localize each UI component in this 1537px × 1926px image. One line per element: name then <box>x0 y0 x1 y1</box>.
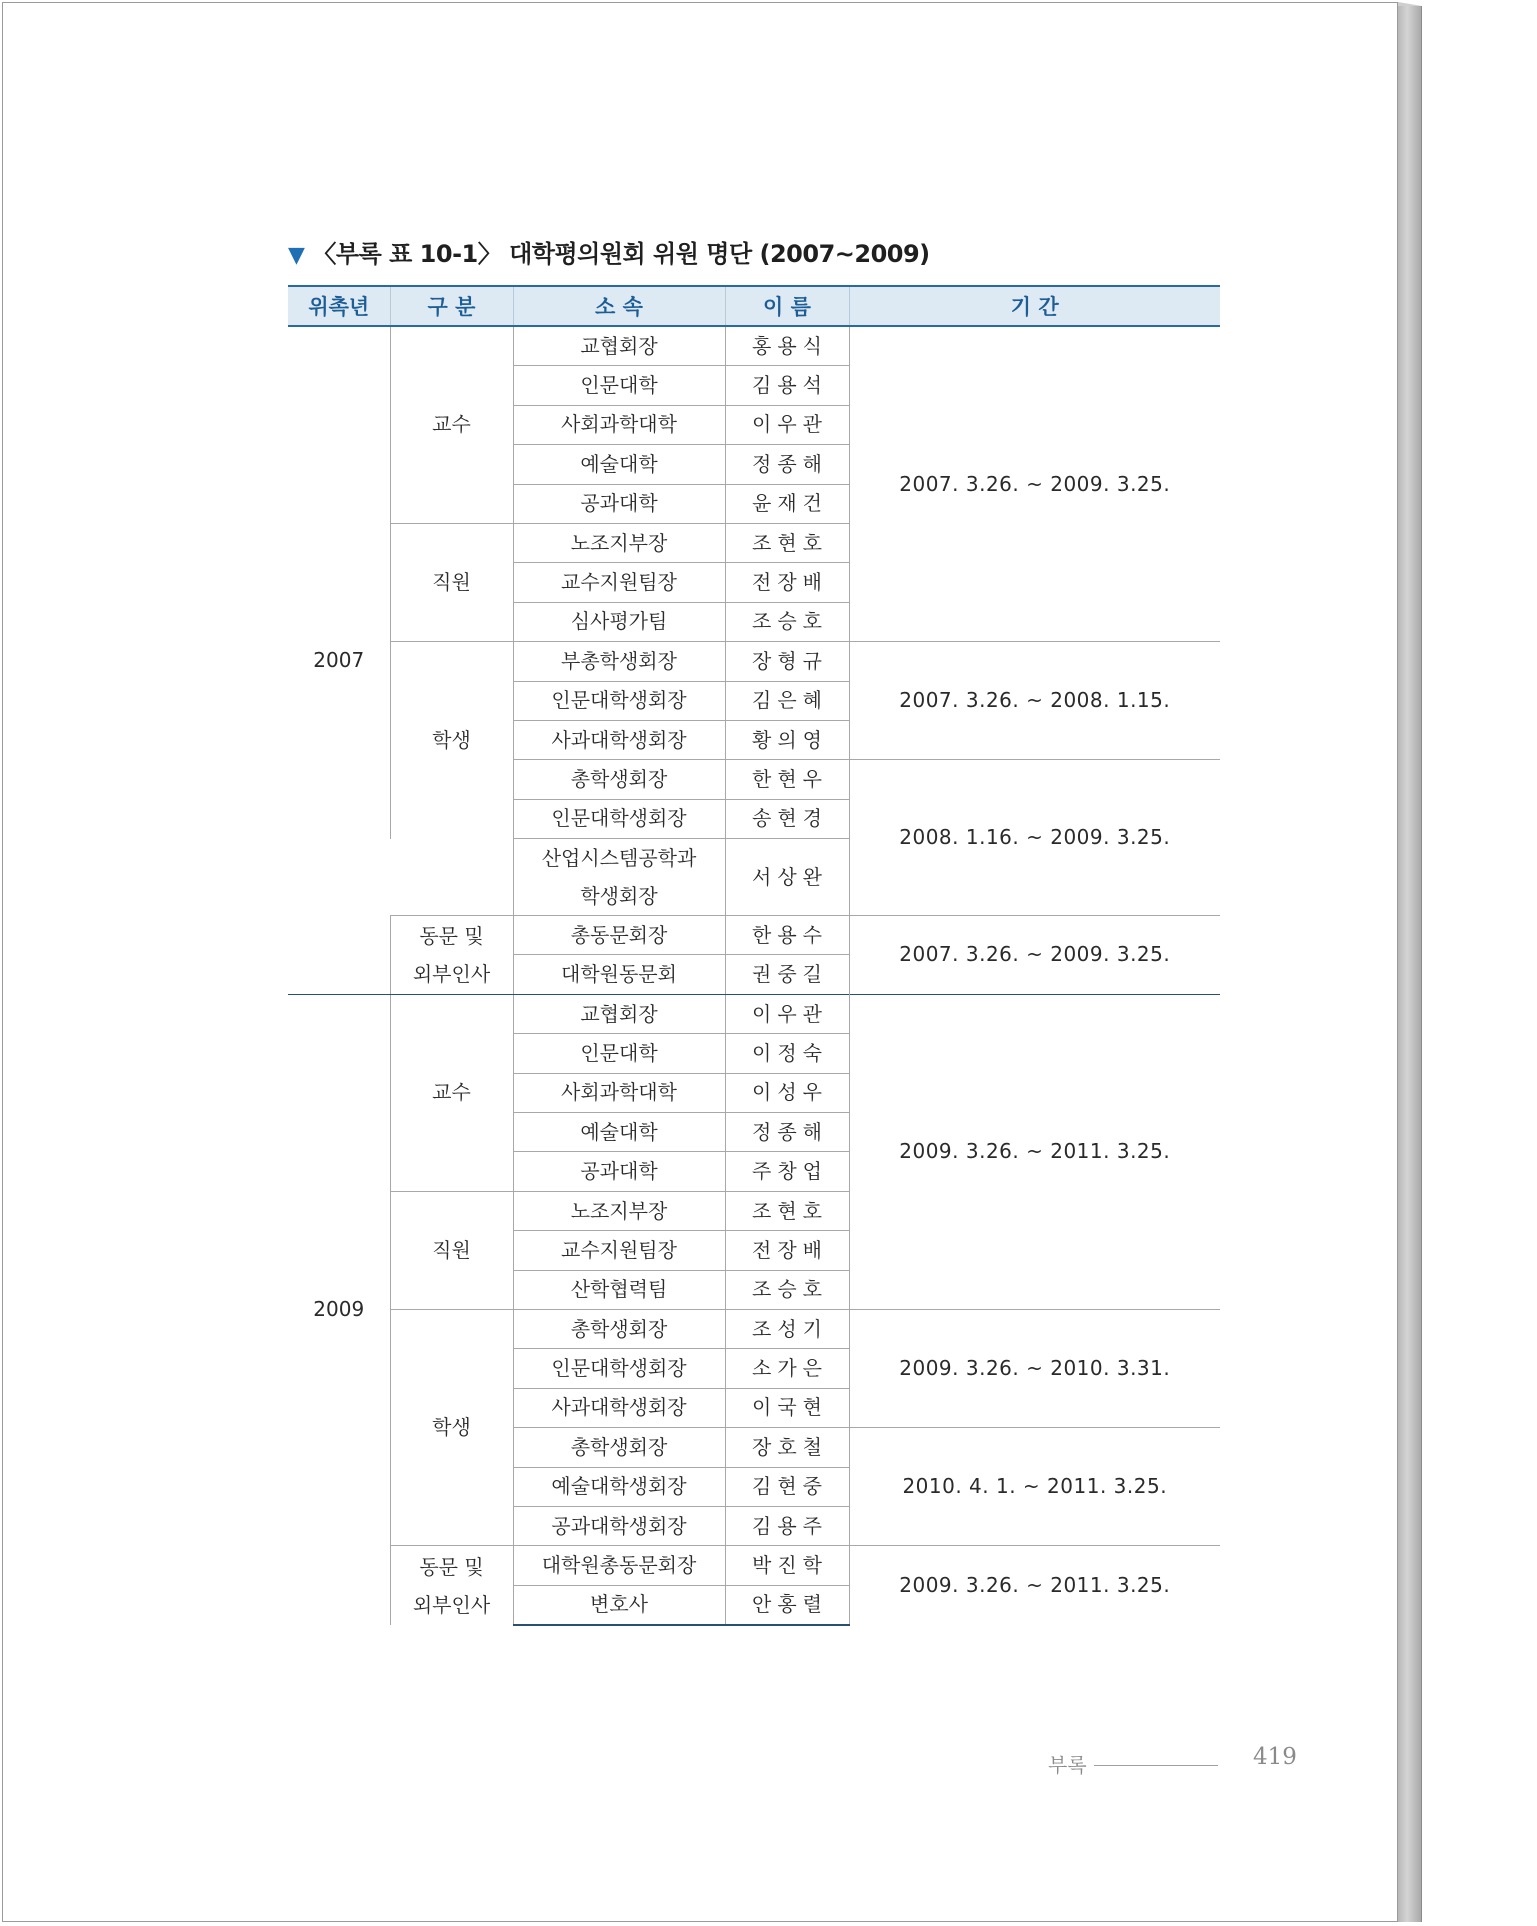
affiliation-cell: 대학원총동문회장 <box>513 1546 725 1585</box>
period-cell: 2007. 3.26. ~ 2008. 1.15. <box>849 642 1220 760</box>
triangle-marker-icon: ▼ <box>288 243 305 268</box>
table-header-row <box>288 286 1220 326</box>
name-cell: 한용수 <box>725 916 849 955</box>
header-year: 위촉년 <box>288 286 390 326</box>
table-row <box>288 326 1220 366</box>
affiliation-cell: 인문대학생회장 <box>513 799 725 838</box>
name-cell: 전장배 <box>725 1231 849 1270</box>
affiliation-cell: 인문대학 <box>513 366 725 405</box>
affiliation-cell: 사회과학대학 <box>513 1073 725 1112</box>
name-cell: 권중길 <box>725 955 849 994</box>
name-cell: 박진학 <box>725 1546 849 1585</box>
category-cell <box>390 1546 513 1625</box>
affiliation-cell: 변호사 <box>513 1585 725 1625</box>
period-cell: 2009. 3.26. ~ 2010. 3.31. <box>849 1309 1220 1427</box>
affiliation-cell: 교협회장 <box>513 994 725 1033</box>
table-row <box>288 1309 1220 1348</box>
table-row <box>288 1546 1220 1585</box>
affiliation-cell: 인문대학 <box>513 1034 725 1073</box>
header-name: 이 름 <box>725 286 849 326</box>
name-cell: 장호철 <box>725 1428 849 1467</box>
affiliation-cell: 사과대학생회장 <box>513 1388 725 1427</box>
affiliation-cell: 총동문회장 <box>513 916 725 955</box>
year-block-2009 <box>288 994 1220 1625</box>
affiliation-cell: 부총학생회장 <box>513 642 725 681</box>
name-cell: 이국현 <box>725 1388 849 1427</box>
year-cell: 2009 <box>288 994 390 1625</box>
period-cell: 2008. 1.16. ~ 2009. 3.25. <box>849 760 1220 916</box>
affiliation-cell: 공과대학생회장 <box>513 1506 725 1545</box>
category-cell: 학생 <box>390 642 513 839</box>
category-line: 동문 및 <box>419 923 484 948</box>
table-row <box>288 916 1220 955</box>
affiliation-cell <box>513 839 725 916</box>
affiliation-cell: 대학원동문회 <box>513 955 725 994</box>
affiliation-cell: 인문대학생회장 <box>513 1349 725 1388</box>
name-cell: 조승호 <box>725 1270 849 1309</box>
category-line: 동문 및 <box>419 1554 484 1579</box>
table-row <box>288 642 1220 681</box>
category-cell: 직원 <box>390 523 513 641</box>
name-cell: 이우관 <box>725 405 849 444</box>
affiliation-line: 산업시스템공학과 <box>541 846 697 871</box>
affiliation-cell: 예술대학 <box>513 445 725 484</box>
name-cell: 조현호 <box>725 1191 849 1230</box>
affiliation-cell: 심사평가팀 <box>513 602 725 641</box>
affiliation-cell: 총학생회장 <box>513 760 725 799</box>
header-category: 구 분 <box>390 286 513 326</box>
affiliation-cell: 노조지부장 <box>513 523 725 562</box>
name-cell: 황의영 <box>725 720 849 759</box>
affiliation-cell: 사과대학생회장 <box>513 720 725 759</box>
name-cell: 김용주 <box>725 1506 849 1545</box>
affiliation-cell: 인문대학생회장 <box>513 681 725 720</box>
name-cell: 홍용식 <box>725 326 849 366</box>
footer-rule <box>1094 1765 1218 1766</box>
table-row <box>288 994 1220 1033</box>
affiliation-cell: 노조지부장 <box>513 1191 725 1230</box>
name-cell: 조현호 <box>725 523 849 562</box>
committee-roster-table <box>288 285 1220 1626</box>
period-cell: 2009. 3.26. ~ 2011. 3.25. <box>849 1546 1220 1625</box>
category-cell: 교수 <box>390 326 513 523</box>
affiliation-cell: 공과대학 <box>513 484 725 523</box>
page-stack-edge <box>1398 6 1422 1922</box>
name-cell: 장형규 <box>725 642 849 681</box>
affiliation-cell: 예술대학 <box>513 1113 725 1152</box>
footer-section-label: 부록 <box>1048 1753 1087 1777</box>
affiliation-cell: 예술대학생회장 <box>513 1467 725 1506</box>
category-line: 외부인사 <box>412 961 491 986</box>
category-cell: 학생 <box>390 1309 513 1545</box>
category-cell: 직원 <box>390 1191 513 1309</box>
affiliation-cell: 공과대학 <box>513 1152 725 1191</box>
page-number: 419 <box>1253 1744 1297 1770</box>
name-cell: 한현우 <box>725 760 849 799</box>
name-cell: 안홍렬 <box>725 1585 849 1625</box>
name-cell: 김은혜 <box>725 681 849 720</box>
name-cell: 이정숙 <box>725 1034 849 1073</box>
period-cell: 2007. 3.26. ~ 2009. 3.25. <box>849 916 1220 995</box>
name-cell: 김현중 <box>725 1467 849 1506</box>
name-cell: 소가은 <box>725 1349 849 1388</box>
name-cell: 서상완 <box>725 839 849 916</box>
year-cell: 2007 <box>288 326 390 994</box>
name-cell: 송현경 <box>725 799 849 838</box>
period-cell: 2010. 4. 1. ~ 2011. 3.25. <box>849 1428 1220 1546</box>
name-cell: 정종해 <box>725 445 849 484</box>
name-cell: 이성우 <box>725 1073 849 1112</box>
name-cell: 조승호 <box>725 602 849 641</box>
table-title <box>288 234 930 269</box>
affiliation-cell: 교수지원팀장 <box>513 1231 725 1270</box>
affiliation-cell: 교수지원팀장 <box>513 563 725 602</box>
affiliation-cell: 사회과학대학 <box>513 405 725 444</box>
affiliation-line: 학생회장 <box>580 884 658 909</box>
affiliation-cell: 산학협력팀 <box>513 1270 725 1309</box>
name-cell: 윤재건 <box>725 484 849 523</box>
affiliation-cell: 총학생회장 <box>513 1309 725 1348</box>
year-block-2007 <box>288 326 1220 994</box>
name-cell: 전장배 <box>725 563 849 602</box>
affiliation-cell: 총학생회장 <box>513 1428 725 1467</box>
affiliation-cell: 교협회장 <box>513 326 725 366</box>
period-cell: 2007. 3.26. ~ 2009. 3.25. <box>849 326 1220 642</box>
name-cell: 정종해 <box>725 1113 849 1152</box>
table-title-text: 〈부록 표 10-1〉 대학평의원회 위원 명단 (2007~2009) <box>312 240 930 268</box>
header-period: 기 간 <box>849 286 1220 326</box>
period-cell: 2009. 3.26. ~ 2011. 3.25. <box>849 994 1220 1309</box>
category-cell <box>390 916 513 995</box>
category-line: 외부인사 <box>412 1592 491 1617</box>
name-cell: 이우관 <box>725 994 849 1033</box>
name-cell: 주창업 <box>725 1152 849 1191</box>
name-cell: 조성기 <box>725 1309 849 1348</box>
category-cell: 교수 <box>390 994 513 1191</box>
header-affiliation: 소 속 <box>513 286 725 326</box>
name-cell: 김용석 <box>725 366 849 405</box>
